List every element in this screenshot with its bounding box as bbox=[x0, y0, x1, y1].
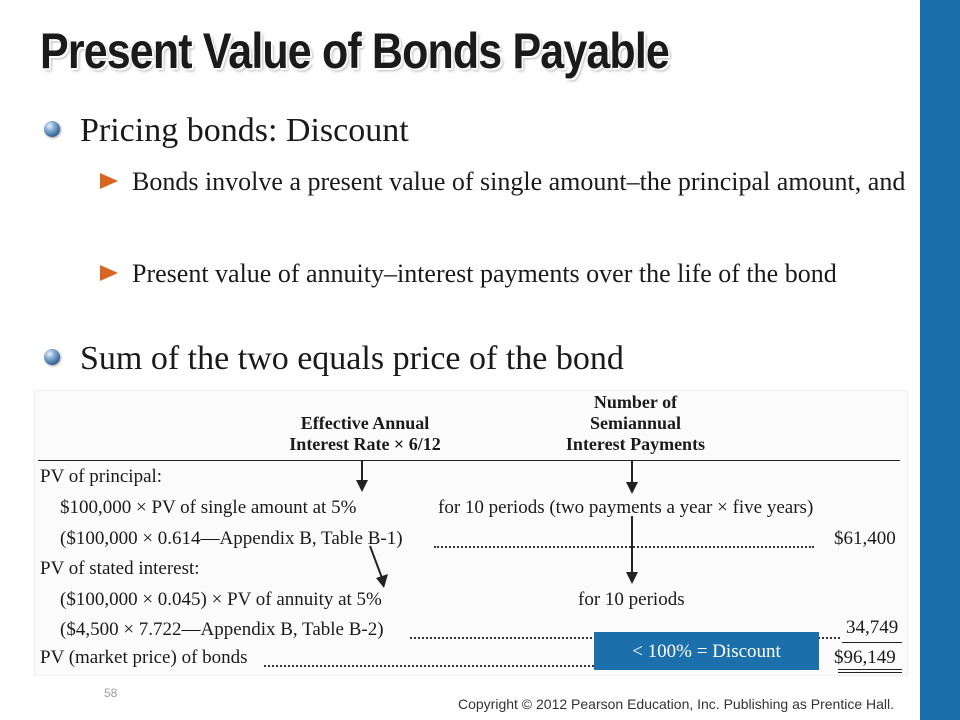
total-double-rule bbox=[838, 669, 902, 673]
header-payments-text: Number of Semiannual Interest Payments bbox=[565, 392, 706, 454]
slide-title: Present Value of Bonds Payable bbox=[40, 23, 669, 79]
copyright-footer: Copyright © 2012 Pearson Education, Inc. Publishing as Prentice Hall. bbox=[458, 696, 895, 712]
row-principal-amount: $61,400 bbox=[834, 528, 896, 549]
sub-bullet-text: Bonds involve a present value of single amount–the principal amount, and bbox=[132, 167, 906, 196]
row-pv-interest: PV of stated interest: bbox=[40, 558, 200, 579]
row-interest-amount: 34,749 bbox=[846, 617, 899, 638]
discount-callout: < 100% = Discount bbox=[594, 632, 819, 670]
row-principal-appendix: ($100,000 × 0.614—Appendix B, Table B-1) bbox=[60, 528, 403, 549]
row-pv-market: PV (market price) of bonds bbox=[40, 647, 248, 668]
leader-dots bbox=[264, 665, 594, 667]
sum-rule bbox=[842, 642, 902, 643]
row-pv-principal: PV of principal: bbox=[40, 466, 163, 487]
row-interest-periods: for 10 periods bbox=[578, 589, 685, 610]
row-interest-appendix: ($4,500 × 7.722—Appendix B, Table B-2) bbox=[60, 619, 384, 640]
row-interest-calc: ($100,000 × 0.045) × PV of annuity at 5% bbox=[60, 589, 382, 610]
row-principal-calc: $100,000 × PV of single amount at 5% bbox=[60, 497, 357, 518]
row-principal-periods: for 10 periods (two payments a year × five years) bbox=[438, 497, 814, 518]
page-number: 58 bbox=[104, 686, 118, 700]
bullet-text: Sum of the two equals price of the bond bbox=[80, 340, 624, 377]
leader-dots bbox=[434, 546, 814, 548]
sub-bullet-text: Present value of annuity–interest payments over the life of the bond bbox=[132, 259, 837, 288]
header-effective-rate-text: Effective Annual Interest Rate × 6/12 bbox=[289, 413, 441, 454]
row-market-amount: $96,149 bbox=[834, 647, 896, 668]
bullet-text: Pricing bonds: Discount bbox=[80, 112, 409, 149]
